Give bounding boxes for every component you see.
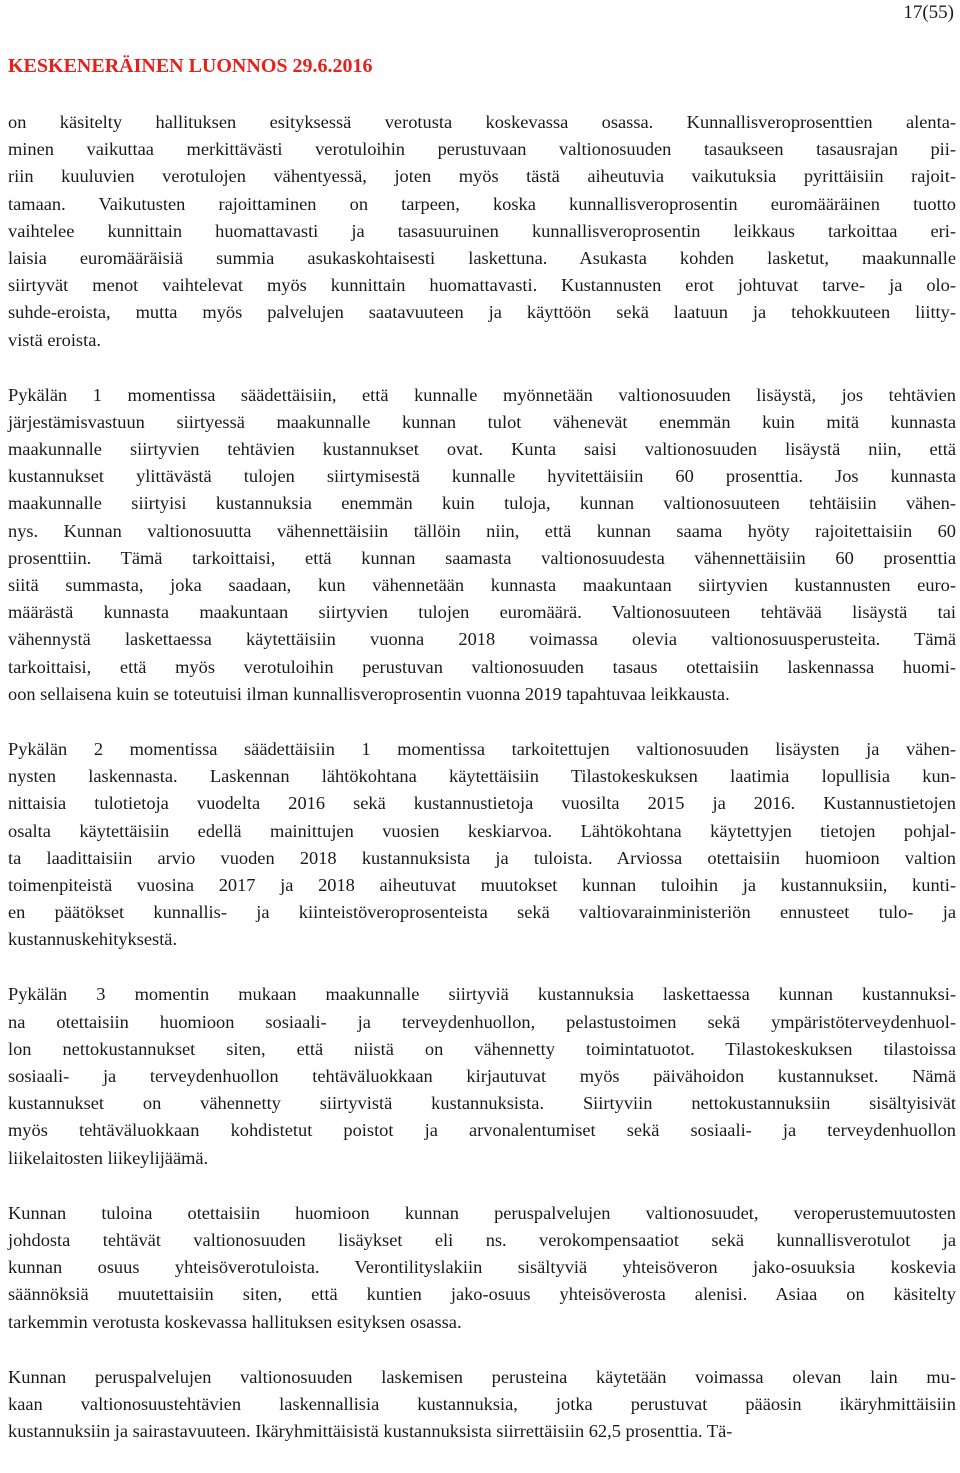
text-line: Pykälän 1 momentissa säädettäisiin, että kunnalle myönnetään valtionosuuden lisäystä, jos tehtävien [8,384,956,405]
text-line: järjestämisvastuun siirtyessä maakunnalle kunnan tulot vähenevät enemmän kuin mitä kunnasta [8,411,956,432]
paragraph-4 [8,981,956,1171]
text-line: en päätökset kunnallis- ja kiinteistöveroprosenteista sekä valtiovarainministeriön ennusteet tulo- ja [8,902,956,923]
text-line: siitä summasta, joka saadaan, kun vähennetään kunnasta maakuntaan siirtyvien kustannusten euro- [8,575,956,595]
text-line: tarkemmin verotusta koskevassa hallituksen esityksen osassa. [8,1311,462,1332]
text-line: maakunnalle siirtyisi kustannuksia enemmän kuin tuloja, kunnan valtionosuuteen tehtäisiin vähen- [8,493,956,514]
text-line: sosiaali- ja terveydenhuollon tehtäväluokkaan kirjautuvat myös päivähoidon kustannukset. Nämä [8,1066,956,1086]
paragraph-1 [8,109,956,354]
text-line: Kunnan peruspalvelujen valtionosuuden laskemisen perusteina käytetään voimassa olevan lain mu- [8,1366,956,1387]
text-line: riin kuuluvien verotulojen vähentyessä, joten myös tästä aiheutuvia vaikutuksia pyrittäisiin rajoit- [8,166,956,187]
text-line: prosenttiin. Tämä tarkoittaisi, että kunnan saamasta valtionosuudesta vähennettäisiin 60 prosenttia [8,547,956,568]
text-line: siirtyvät menot vaihtelevat myös kunnittain huomattavasti. Kustannusten erot johtuvat tarve- ja olo- [8,275,956,296]
text-line: nys. Kunnan valtionosuutta vähennettäisiin tällöin niin, että kunnan saama hyöty rajoitettaisiin 60 [8,520,956,541]
paragraph-6 [8,1364,956,1446]
document-body [8,109,956,1473]
text-line: kaan valtionosuustehtävien laskennallisia kustannuksia, jotka perustuvat pääosin ikäryhmittäisiin [8,1393,956,1414]
paragraph-3 [8,736,956,954]
text-line: kunnan osuus yhteisöverotuloista. Verontilityslakiin sisältyviä yhteisöveron jako-osuuksia koskevia [8,1257,956,1278]
text-line: minen vaikuttaa merkittävästi verotuloihin perustuvaan valtionosuuden tasaukseen tasausrajan pii- [8,139,956,160]
text-line: toimenpiteistä vuosina 2017 ja 2018 aiheutuvat muutokset kunnan tuloihin ja kustannuksiin, kunti- [8,874,956,895]
text-line: myös tehtäväluokkaan kohdistetut poistot ja arvonalentumiset sekä sosiaali- ja terveydenhuollon [8,1120,956,1141]
text-line: johdosta tehtävät valtionosuuden lisäykset eli ns. verokompensaatiot sekä kunnallisverotulot ja [8,1229,956,1250]
text-line: Pykälän 3 momentin mukaan maakunnalle siirtyviä kustannuksia laskettaessa kunnan kustannuksi- [8,984,956,1005]
text-line: vistä eroista. [8,329,101,350]
text-line: vähennystä laskettaessa käytettäisiin vuonna 2018 voimassa olevia valtionosuusperusteita. Tämä [8,629,956,650]
text-line: on käsitelty hallituksen esityksessä verotusta koskevassa osassa. Kunnallisveroprosenttien alenta- [8,112,956,132]
text-line: suhde-eroista, mutta myös palvelujen saatavuuteen ja käyttöön sekä laatuun ja tehokkuuteen liitty- [8,302,956,323]
text-line: osalta käytettäisiin edellä mainittujen vuosien keskiarvoa. Lähtökohtana käytettyjen tietojen pohjal- [8,820,956,841]
text-line: kustannuskehityksestä. [8,929,178,950]
text-line: na otettaisiin huomioon sosiaali- ja terveydenhuollon, pelastustoimen sekä ympäristöterveydenhuol- [8,1011,956,1032]
page-number: 17(55) [903,2,954,23]
text-line: tamaan. Vaikutusten rajoittaminen on tarpeen, koska kunnallisveroprosentin euromääräinen tuotto [8,193,956,214]
text-line: säännöksiä muutettaisiin siten, että kuntien jako-osuus yhteisöverosta alenisi. Asiaa on käsitelty [8,1284,956,1305]
text-line: vaihtelee kunnittain huomattavasti ja tasasuuruinen kunnallisveroprosentin leikkaus tarkoittaa eri- [8,220,956,241]
draft-header: KESKENERÄINEN LUONNOS 29.6.2016 [8,55,373,77]
text-line: nittaisia tulotietoja vuodelta 2016 sekä kustannustietoja vuosilta 2015 ja 2016. Kustannustietojen [8,793,956,814]
text-line: maakunnalle siirtyvien tehtävien kustannukset ovat. Kunta saisi valtionosuuden lisäystä niin, että [8,439,956,460]
text-line: liikelaitosten liikeylijäämä. [8,1147,209,1168]
text-line: tarkoittaisi, että myös verotuloihin perustuvan valtionosuuden tasaus otettaisiin laskennassa huomi- [8,656,956,677]
text-line: kustannukset on vähennetty siirtyvistä kustannuksista. Siirtyviin nettokustannuksiin sisältyisivät [8,1093,956,1114]
text-line: kustannukset ylittävästä tulojen siirtymisestä kunnalle hyvitettäisiin 60 prosenttia. Jos kunnasta [8,466,956,487]
text-line: laisia euromääräisiä summia asukaskohtaisesti laskettuna. Asukasta kohden lasketut, maakunnalle [8,247,956,268]
paragraph-5 [8,1200,956,1336]
text-line: oon sellaisena kuin se toteutuisi ilman kunnallisveroprosentin vuonna 2019 tapahtuvaa leikkausta. [8,683,730,704]
text-line: määrästä kunnasta maakuntaan siirtyvien tulojen euromäärä. Valtionosuuteen tehtävää lisäystä tai [8,602,956,623]
text-line: ta laadittaisiin arvio vuoden 2018 kustannuksista ja tuloista. Arviossa otettaisiin huomioon valtion [8,847,956,868]
text-line: Kunnan tuloina otettaisiin huomioon kunnan peruspalvelujen valtionosuudet, veroperustemuutosten [8,1202,956,1223]
text-line: lon nettokustannukset siten, että niistä on vähennetty toimintatuotot. Tilastokeskuksen tilastoissa [8,1038,956,1059]
paragraph-2 [8,382,956,708]
text-line: kustannuksiin ja sairastavuuteen. Ikäryhmittäisistä kustannuksista siirrettäisiin 62,5 prosenttia. Tä- [8,1421,733,1442]
text-line: nysten laskennasta. Laskennan lähtökohtana käytettäisiin Tilastokeskuksen laatimia lopullisia kun- [8,766,956,787]
text-line: Pykälän 2 momentissa säädettäisiin 1 momentissa tarkoitettujen valtionosuuden lisäysten ja vähen- [8,738,956,759]
